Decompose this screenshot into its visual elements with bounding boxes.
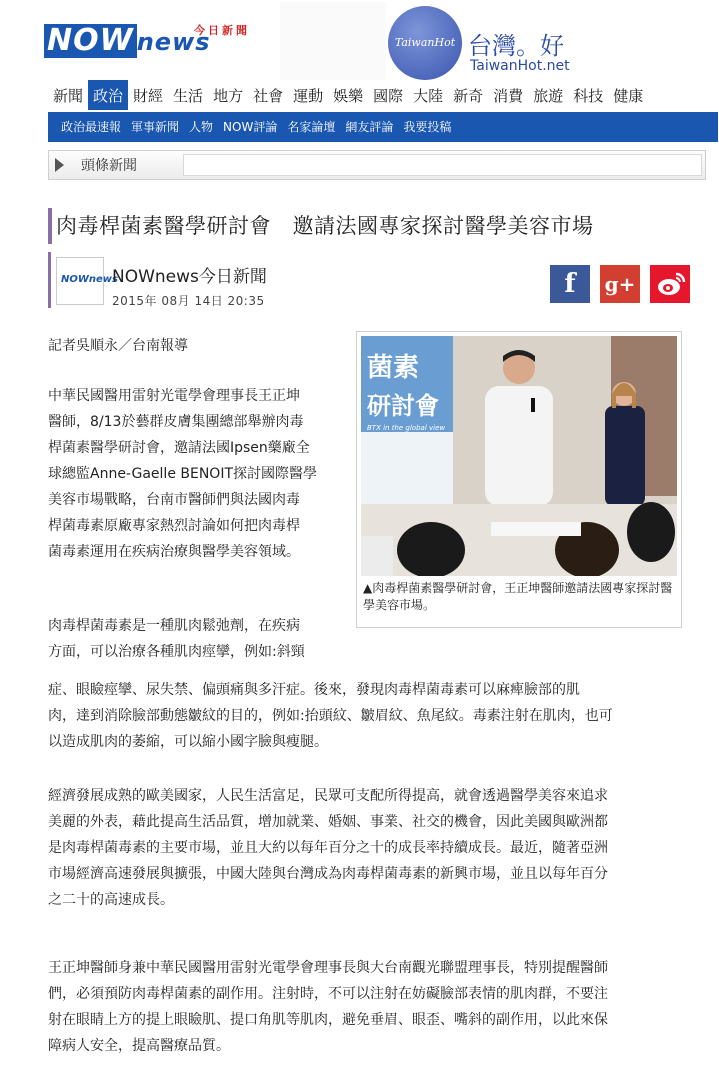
text-line: 肉，達到消除臉部動態皺紋的目的，例如:抬頭紋、皺眉紋、魚尾紋。毒素注射在肌肉，也可 [48,708,613,724]
nav-item-4[interactable]: 地方 [213,87,244,105]
nownews-logo[interactable] [44,24,278,58]
nav-item-12[interactable]: 旅遊 [533,87,564,105]
text-line: 以造成肌肉的萎縮，可以縮小國字臉與瘦腿。 [48,734,328,750]
subnav-item-4[interactable]: 名家論壇 [287,120,336,134]
text-line: 桿菌素醫學研討會，邀請法國Ipsen藥廠全 [48,440,310,456]
source-logo [56,257,118,305]
subnav-item-3[interactable]: NOW評論 [223,120,278,134]
text-line: 王正坤醫師身兼中華民國醫用雷射光電學會理事長與大台南觀光聯盟理事長，特別提醒醫師 [48,960,608,976]
googleplus-share-button[interactable] [600,265,640,303]
text-line: 們，必須預防肉毒桿菌素的副作用。注射時，不可以注射在妨礙臉部表情的肌肉群，不要注 [48,986,608,1002]
subnav-item-1[interactable]: 軍事新聞 [131,120,180,134]
headlines-label: 頭條新聞 [81,158,137,174]
banner-text-1: 菌素 [367,353,420,383]
main-nav [48,80,702,110]
logo-news-mark: news [136,28,211,56]
googleplus-icon: g+ [604,272,636,296]
article-title: 肉毒桿菌素醫學研討會 邀請法國專家探討醫學美容市場 [56,214,594,238]
source-accent-bar [48,252,51,308]
nav-item-0[interactable]: 新聞 [53,87,84,105]
paragraph-4 [48,955,693,1059]
byline: 記者吳順永／台南報導 [48,338,188,354]
nav-item-13[interactable]: 科技 [573,87,604,105]
taiwanhot-title[interactable]: 台灣。好 [468,32,564,60]
nav-item-9[interactable]: 大陸 [413,87,444,105]
text-line: 障病人安全，提高醫療品質。 [48,1038,230,1054]
text-line: 醫師，8/13於藝群皮膚集團總部舉辦肉毒 [48,414,304,430]
text-line: 球總監Anne-Gaelle BENOIT探討國際醫學 [48,466,318,482]
paragraph-2-top [48,613,344,665]
text-line: 肉毒桿菌毒素是一種肌肉鬆弛劑，在疾病 [48,618,300,634]
text-line: 症、眼瞼痙攣、尿失禁、偏頭痛與多汗症。後來，發現肉毒桿菌毒素可以麻痺臉部的肌 [48,682,580,698]
facebook-share-button[interactable] [550,265,590,303]
text-line: 中華民國醫用雷射光電學會理事長王正坤 [48,388,300,404]
nav-item-5[interactable]: 社會 [253,87,284,105]
paragraph-3 [48,783,693,913]
subnav-item-2[interactable]: 人物 [189,120,214,134]
logo-subtitle: 今日新聞 [194,24,250,37]
headlines-bar[interactable] [48,150,706,180]
nav-item-14[interactable]: 健康 [613,87,644,105]
nav-item-11[interactable]: 消費 [493,87,524,105]
photo-caption: ▲肉毒桿菌素醫學研討會，王正坤醫師邀請法國專家探討醫學美容市場。 [363,581,673,612]
text-line: 是肉毒桿菌毒素的主要市場，並且大約以每年百分之十的成長率持續成長。最近，隨著亞洲 [48,840,608,856]
seminar-photo [361,336,677,576]
ad-placeholder [280,2,386,80]
title-accent-bar [48,208,52,244]
article-photo[interactable] [361,336,677,576]
subnav-item-5[interactable]: 網友評論 [345,120,394,134]
publish-date: 2015年 08月 14日 20:35 [112,294,265,308]
weibo-icon [650,265,690,303]
banner-text-3: BTX in the global view [367,424,446,432]
nav-item-3[interactable]: 生活 [173,87,204,105]
text-line: 桿菌毒素原廠專家熱烈討論如何把肉毒桿 [48,518,300,534]
subnav-item-6[interactable]: 我要投稿 [403,120,452,134]
weibo-share-button[interactable] [650,265,690,303]
facebook-icon: f [564,269,576,299]
paragraph-1 [48,383,344,565]
text-line: 美容市場戰略，台南市醫師們與法國肉毒 [48,492,300,508]
chevron-right-icon [55,158,64,172]
text-line: 之二十的高速成長。 [48,892,174,908]
logo-now-mark: NOW [44,24,137,58]
nav-item-8[interactable]: 國際 [373,87,404,105]
source-logo-text: NOWnews [61,274,118,285]
text-line: 方面，可以治療各種肌肉痙攣，例如:斜頸 [48,644,305,660]
text-line: 射在眼睛上方的提上眼瞼肌、提口角肌等肌肉，避免垂眉、眼歪、嘴斜的副作用，以此來保 [48,1012,608,1028]
source-name[interactable]: NOWnews今日新聞 [112,267,267,287]
nav-item-6[interactable]: 運動 [293,87,324,105]
banner-text-2: 研討會 [367,392,439,420]
text-line: 經濟發展成熟的歐美國家，人民生活富足，民眾可支配所得提高，就會透過醫學美容來追求 [48,788,608,804]
article-figure [356,331,682,628]
nav-item-1[interactable]: 政治 [88,80,128,110]
nav-item-2[interactable]: 財經 [133,87,164,105]
headlines-ticker[interactable] [183,154,702,176]
nav-item-10[interactable]: 新奇 [453,87,484,105]
subnav-item-0[interactable]: 政治最速報 [61,120,122,134]
paragraph-2-bottom [48,677,693,755]
nav-item-7[interactable]: 娛樂 [333,87,364,105]
taiwanhot-logo-circle[interactable]: TaiwanHot [388,6,462,80]
text-line: 美麗的外表，藉此提高生活品質，增加就業、婚姻、事業、社交的機會，因此美國與歐洲都 [48,814,608,830]
taiwanhot-url[interactable]: TaiwanHot.net [470,58,570,74]
text-line: 市場經濟高速發展與擴張，中國大陸與台灣成為肉毒桿菌毒素的新興市場，並且以每年百分 [48,866,608,882]
sub-nav [48,112,718,142]
text-line: 菌毒素運用在疾病治療與醫學美容領域。 [48,544,300,560]
